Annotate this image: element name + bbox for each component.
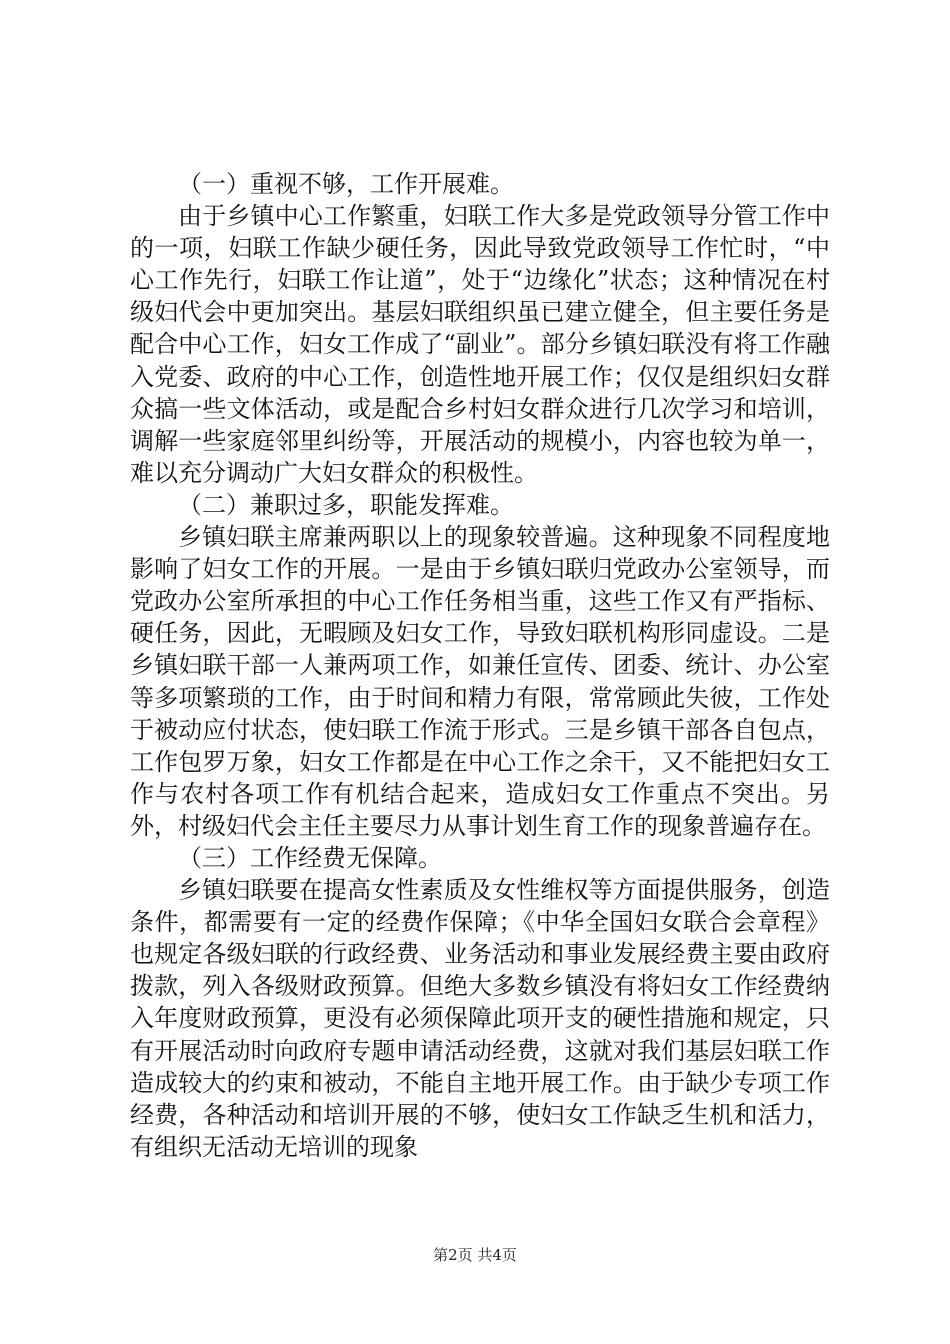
paragraph-3: 乡镇妇联要在提高女性素质及女性维权等方面提供服务，创造条件，都需要有一定的经费作保障；《中华全国妇女联合会章程》也规定各级妇联的行政经费、业务活动和事业发展经费主要由政府拨款，列入各级财政预算。但绝大多数乡镇没有将妇女工作经费纳入年度财政预算，更没有必须保障此项开支的硬性措施和规定，只有开展活动时向政府专题申请活动经费，这就对我们基层妇联工作造成较大的约束和被动，不能自主地开展工作。由于缺少专项工作经费，各种活动和培训开展的不够，使妇女工作缺乏生机和活力，有组织无活动无培训的现象 [130,876,830,1161]
section-heading-3: （三）工作经费无保障。 [178,843,442,872]
document-body [130,168,830,1163]
section-heading-1: （一）重视不够，工作开展难。 [178,170,514,198]
page-number: 第2页 共4页 [433,1246,517,1264]
paragraph-1: 由于乡镇中心工作繁重，妇联工作大多是党政领导分管工作中的一项，妇联工作缺少硬任务，因此导致党政领导工作忙时，“中心工作先行，妇联工作让道”，处于“边缘化”状态；这种情况在村级妇代会中更加突出。基层妇联组织虽已建立健全，但主要任务是配合中心工作，妇女工作成了“副业”。部分乡镇妇联没有将工作融入党委、政府的中心工作，创造性地开展工作；仅仅是组织妇女群众搞一些文体活动，或是配合乡村妇女群众进行几次学习和培训，调解一些家庭邻里纠纷等，开展活动的规模小，内容也较为单一，难以充分调动广大妇女群众的积极性。 [130,202,830,487]
paragraph-2: 乡镇妇联主席兼两职以上的现象较普遍。这种现象不同程度地影响了妇女工作的开展。一是由于乡镇妇联归党政办公室领导，而党政办公室所承担的中心工作任务相当重，这些工作又有严指标、硬任务，因此，无暇顾及妇女工作，导致妇联机构形同虚设。二是乡镇妇联干部一人兼两项工作，如兼任宣传、团委、统计、办公室等多项繁琐的工作，由于时间和精力有限，常常顾此失彼，工作处于被动应付状态，使妇联工作流于形式。三是乡镇干部各自包点，工作包罗万象，妇女工作都是在中心工作之余干，又不能把妇女工作与农村各项工作有机结合起来，造成妇女工作重点不突出。另外，村级妇代会主任主要尽力从事计划生育工作的现象普遍存在。 [130,523,830,840]
section-heading-2: （二）兼职过多，职能发挥难。 [178,490,514,519]
